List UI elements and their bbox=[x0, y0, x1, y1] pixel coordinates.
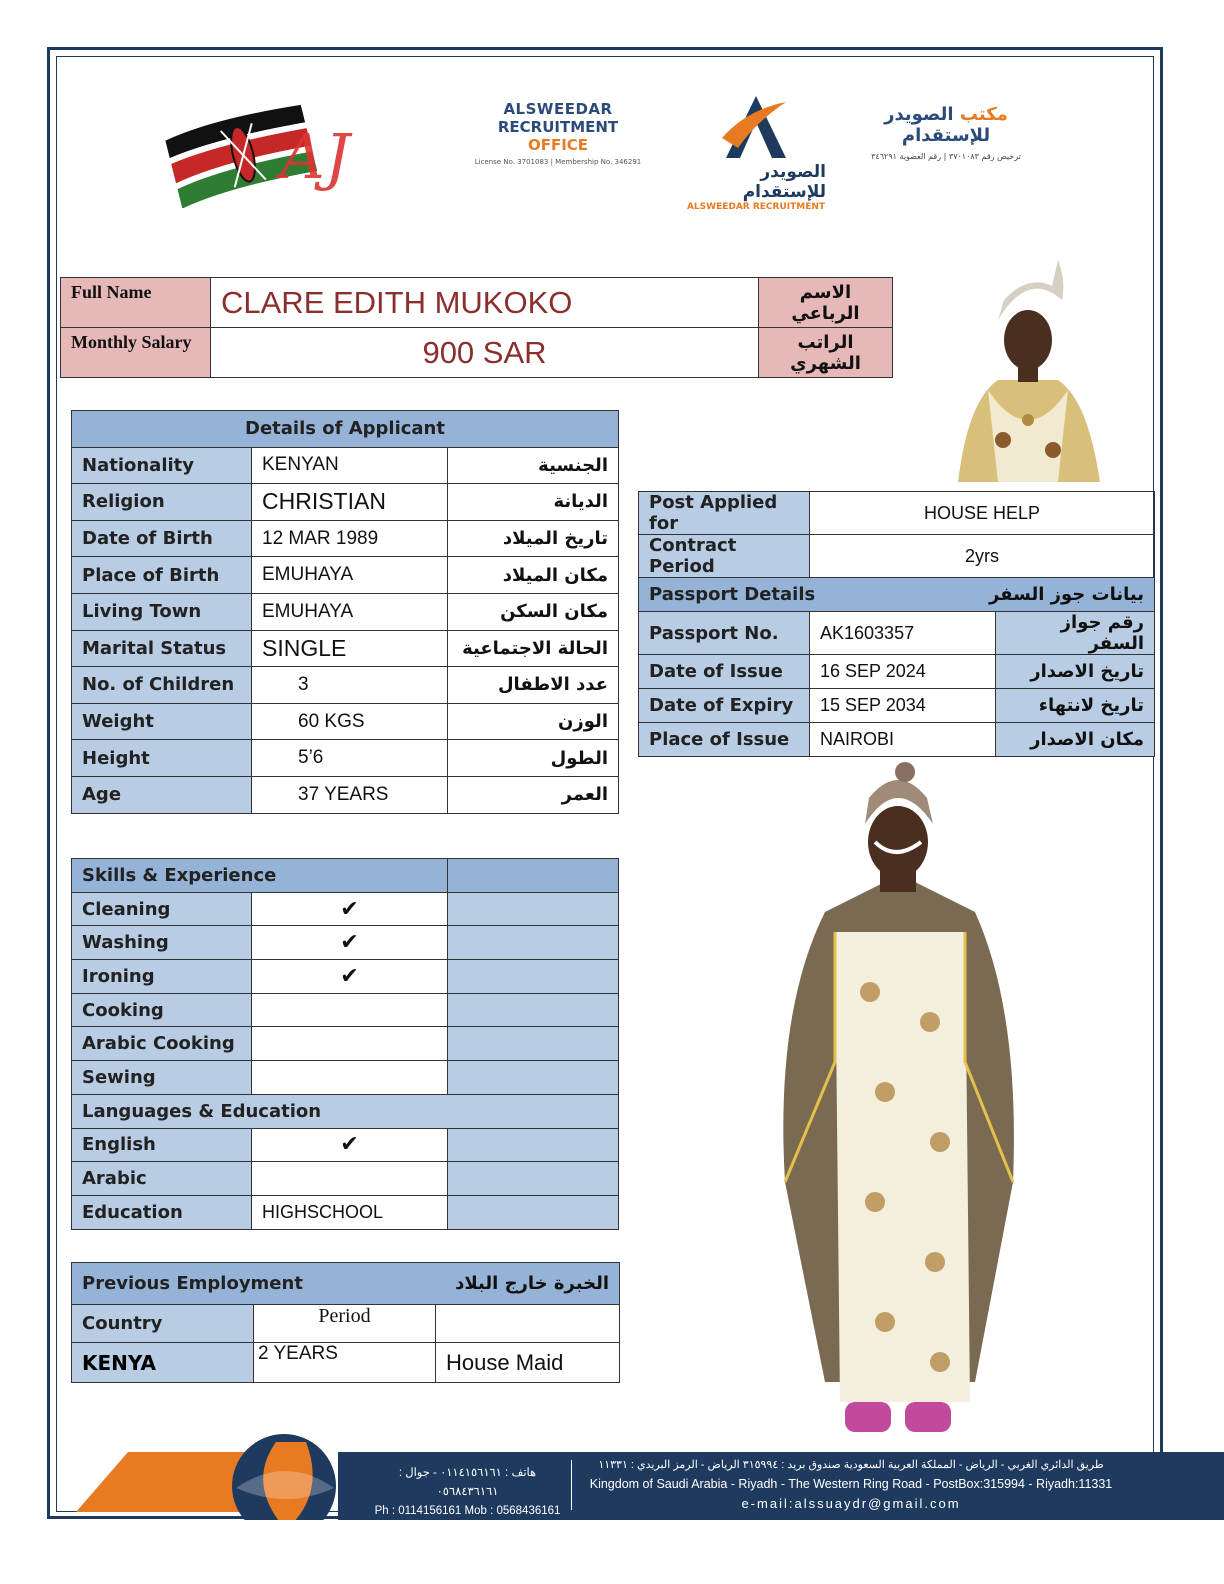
details-row bbox=[72, 520, 619, 557]
details-label-ar: مكان الميلاد bbox=[448, 557, 619, 594]
skill-blank-cell bbox=[448, 1027, 619, 1061]
skills-title: Skills & Experience bbox=[72, 859, 448, 893]
previous-employment-table bbox=[71, 1262, 620, 1383]
details-value: 5’6 bbox=[252, 740, 448, 777]
skill-check-mark bbox=[252, 1027, 448, 1061]
skill-label: Arabic Cooking bbox=[72, 1027, 252, 1061]
details-value: CHRISTIAN bbox=[252, 484, 448, 521]
skills-table bbox=[71, 858, 619, 1230]
skill-row bbox=[72, 1128, 619, 1162]
passport-row bbox=[639, 723, 1155, 757]
details-row bbox=[72, 593, 619, 630]
arabic-office-logo bbox=[846, 104, 1046, 164]
skill-label: Cooking bbox=[72, 993, 252, 1027]
skill-label: Washing bbox=[72, 926, 252, 960]
details-label-ar: الجنسية bbox=[448, 447, 619, 484]
footer-address bbox=[586, 1456, 1116, 1513]
skill-label: Ironing bbox=[72, 960, 252, 994]
footer-address-ar: طريق الدائري الغربي - الرياض - المملكة العربية السعودية صندوق بريد : ٣١٥٩٩٤ الرياض - الرمز البريدي : ١١٣٣١ bbox=[598, 1459, 1104, 1471]
details-row bbox=[72, 447, 619, 484]
languages-title-row bbox=[72, 1094, 619, 1128]
passport-label: Date of Expiry bbox=[639, 689, 810, 723]
skill-row bbox=[72, 993, 619, 1027]
skill-row bbox=[72, 1162, 619, 1196]
salary-label-ar: الراتب الشهري bbox=[759, 328, 893, 378]
details-value: SINGLE bbox=[252, 630, 448, 667]
skill-row bbox=[72, 1061, 619, 1095]
details-row bbox=[72, 630, 619, 667]
previous-country-value: KENYA bbox=[72, 1343, 254, 1383]
education-value: HIGHSCHOOL bbox=[252, 1195, 448, 1229]
previous-employment-title: Previous Employment bbox=[82, 1273, 303, 1294]
full-name-label-ar: الاسم الرباعي bbox=[759, 278, 893, 328]
details-label-ar: الحالة الاجتماعية bbox=[448, 630, 619, 667]
applicant-full-body-photo bbox=[765, 762, 1030, 1444]
country-column-label: Country bbox=[72, 1305, 254, 1343]
footer-decoration-icon bbox=[76, 1434, 376, 1520]
details-value: KENYAN bbox=[252, 447, 448, 484]
skill-check-mark: ✔ bbox=[252, 1128, 448, 1162]
salary-label: Monthly Salary bbox=[61, 328, 211, 378]
details-label: No. of Children bbox=[72, 667, 252, 704]
details-label-ar: الوزن bbox=[448, 703, 619, 740]
post-passport-table bbox=[638, 491, 1155, 757]
details-label: Nationality bbox=[72, 447, 252, 484]
full-name-value: CLARE EDITH MUKOKO bbox=[211, 278, 759, 328]
details-label-ar: مكان السكن bbox=[448, 593, 619, 630]
a-mark-icon bbox=[716, 92, 796, 162]
footer-phone-ar: هاتف : ٠١١٤١٥٦١٦١ - جوال : ٠٥٦٨٤٣٦١٦١ bbox=[398, 1467, 537, 1498]
details-label: Date of Birth bbox=[72, 520, 252, 557]
passport-details-title: Passport Details bbox=[649, 584, 816, 605]
skill-row bbox=[72, 892, 619, 926]
passport-value: 15 SEP 2034 bbox=[810, 689, 996, 723]
period-column-label: Period bbox=[254, 1305, 436, 1343]
skill-label: Sewing bbox=[72, 1061, 252, 1095]
details-value: EMUHAYA bbox=[252, 593, 448, 630]
details-label: Weight bbox=[72, 703, 252, 740]
skill-blank-cell bbox=[448, 1162, 619, 1196]
skill-label: Education bbox=[72, 1195, 252, 1229]
skill-label: English bbox=[72, 1128, 252, 1162]
passport-row bbox=[639, 655, 1155, 689]
a-logo-arabic: الصويدر للإستقدام bbox=[742, 162, 826, 202]
skill-check-mark bbox=[252, 993, 448, 1027]
skill-check-mark: ✔ bbox=[252, 892, 448, 926]
details-label: Height bbox=[72, 740, 252, 777]
details-label: Place of Birth bbox=[72, 557, 252, 594]
previous-employment-title-ar: الخبرة خارج البلاد bbox=[455, 1273, 609, 1294]
passport-label-ar: تاريخ الاصدار bbox=[996, 655, 1155, 689]
previous-period-value: 2 YEARS bbox=[254, 1343, 436, 1383]
details-row bbox=[72, 667, 619, 704]
office-logo-license: License No. 3701083 | Membership No. 346291 bbox=[474, 158, 642, 166]
full-name-label: Full Name bbox=[61, 278, 211, 328]
details-label-ar: عدد الاطفال bbox=[448, 667, 619, 704]
previous-employment-header bbox=[72, 1263, 620, 1305]
passport-label: Date of Issue bbox=[639, 655, 810, 689]
details-value: 37 YEARS bbox=[252, 776, 448, 813]
applicant-details-table bbox=[71, 410, 619, 814]
passport-label-ar: رقم جواز السفر bbox=[996, 612, 1155, 655]
passport-label: Place of Issue bbox=[639, 723, 810, 757]
footer-phone bbox=[370, 1464, 565, 1521]
skill-row bbox=[72, 960, 619, 994]
post-applied-label: Post Applied for bbox=[639, 492, 810, 535]
skill-blank-cell bbox=[448, 1128, 619, 1162]
arabic-logo-title: مكتب الصويدر للإستقدام bbox=[884, 104, 1008, 146]
details-label: Living Town bbox=[72, 593, 252, 630]
passport-label: Passport No. bbox=[639, 612, 810, 655]
name-salary-table bbox=[60, 277, 893, 378]
passport-label-ar: مكان الاصدار bbox=[996, 723, 1155, 757]
details-row bbox=[72, 557, 619, 594]
previous-position-value: House Maid bbox=[436, 1343, 620, 1383]
skill-check-mark: ✔ bbox=[252, 926, 448, 960]
details-value: 12 MAR 1989 bbox=[252, 520, 448, 557]
skill-row bbox=[72, 926, 619, 960]
passport-value: AK1603357 bbox=[810, 612, 996, 655]
office-logo-line1: ALSWEEDAR bbox=[503, 100, 613, 118]
skill-check-mark bbox=[252, 1162, 448, 1196]
skill-row bbox=[72, 1027, 619, 1061]
footer-phone-en: Ph : 0114156161 Mob : 0568436161 bbox=[374, 1505, 561, 1517]
kenya-flag-aj-logo bbox=[160, 88, 370, 208]
passport-row bbox=[639, 689, 1155, 723]
passport-row bbox=[639, 612, 1155, 655]
details-label-ar: الديانة bbox=[448, 484, 619, 521]
contract-period-value: 2yrs bbox=[810, 535, 1155, 578]
details-row bbox=[72, 740, 619, 777]
details-label-ar: الطول bbox=[448, 740, 619, 777]
passport-value: NAIROBI bbox=[810, 723, 996, 757]
position-column-label bbox=[436, 1305, 620, 1343]
passport-label-ar: تاريخ لانتهاء bbox=[996, 689, 1155, 723]
skill-blank-cell bbox=[448, 993, 619, 1027]
salary-value: 900 SAR bbox=[211, 328, 759, 378]
passport-details-header bbox=[639, 578, 1155, 612]
skill-blank-cell bbox=[448, 1061, 619, 1095]
skills-title-blank bbox=[448, 859, 619, 893]
details-value: 60 KGS bbox=[252, 703, 448, 740]
details-value: EMUHAYA bbox=[252, 557, 448, 594]
details-label: Marital Status bbox=[72, 630, 252, 667]
arabic-logo-license: ترخيص رقم ٣٧٠١٠٨٣ | رقم العضوية ٣٤٦٢٩١ bbox=[871, 152, 1021, 161]
contract-period-label: Contract Period bbox=[639, 535, 810, 578]
footer-separator bbox=[571, 1460, 572, 1510]
skill-blank-cell bbox=[448, 960, 619, 994]
applicant-portrait-photo bbox=[948, 250, 1108, 482]
details-label: Religion bbox=[72, 484, 252, 521]
skill-label: Cleaning bbox=[72, 892, 252, 926]
skill-check-mark: ✔ bbox=[252, 960, 448, 994]
details-row bbox=[72, 776, 619, 813]
languages-title: Languages & Education bbox=[72, 1094, 619, 1128]
post-applied-value: HOUSE HELP bbox=[810, 492, 1155, 535]
details-title: Details of Applicant bbox=[72, 411, 619, 448]
alsweedar-a-logo bbox=[686, 92, 826, 212]
svg-text:AJ: AJ bbox=[280, 120, 350, 193]
details-row bbox=[72, 484, 619, 521]
skill-blank-cell bbox=[448, 1195, 619, 1229]
details-row bbox=[72, 703, 619, 740]
skill-blank-cell bbox=[448, 926, 619, 960]
skill-check-mark bbox=[252, 1061, 448, 1095]
alsweedar-office-logo bbox=[468, 100, 648, 170]
details-label-ar: العمر bbox=[448, 776, 619, 813]
office-logo-line2: RECRUITMENT OFFICE bbox=[497, 118, 619, 154]
details-label-ar: تاريخ الميلاد bbox=[448, 520, 619, 557]
passport-value: 16 SEP 2024 bbox=[810, 655, 996, 689]
passport-details-title-ar: بيانات جوز السفر bbox=[988, 584, 1144, 605]
footer-address-en: Kingdom of Saudi Arabia - Riyadh - The Western Ring Road - PostBox:315994 - Riyadh:11331 bbox=[589, 1477, 1113, 1491]
a-logo-english: ALSWEEDAR RECRUITMENT bbox=[686, 202, 826, 212]
details-value: 3 bbox=[252, 667, 448, 704]
skill-label: Arabic bbox=[72, 1162, 252, 1196]
details-label: Age bbox=[72, 776, 252, 813]
skill-row bbox=[72, 1195, 619, 1229]
footer-email: e-mail:alssuaydr@gmail.com bbox=[741, 1496, 961, 1511]
skill-blank-cell bbox=[448, 892, 619, 926]
